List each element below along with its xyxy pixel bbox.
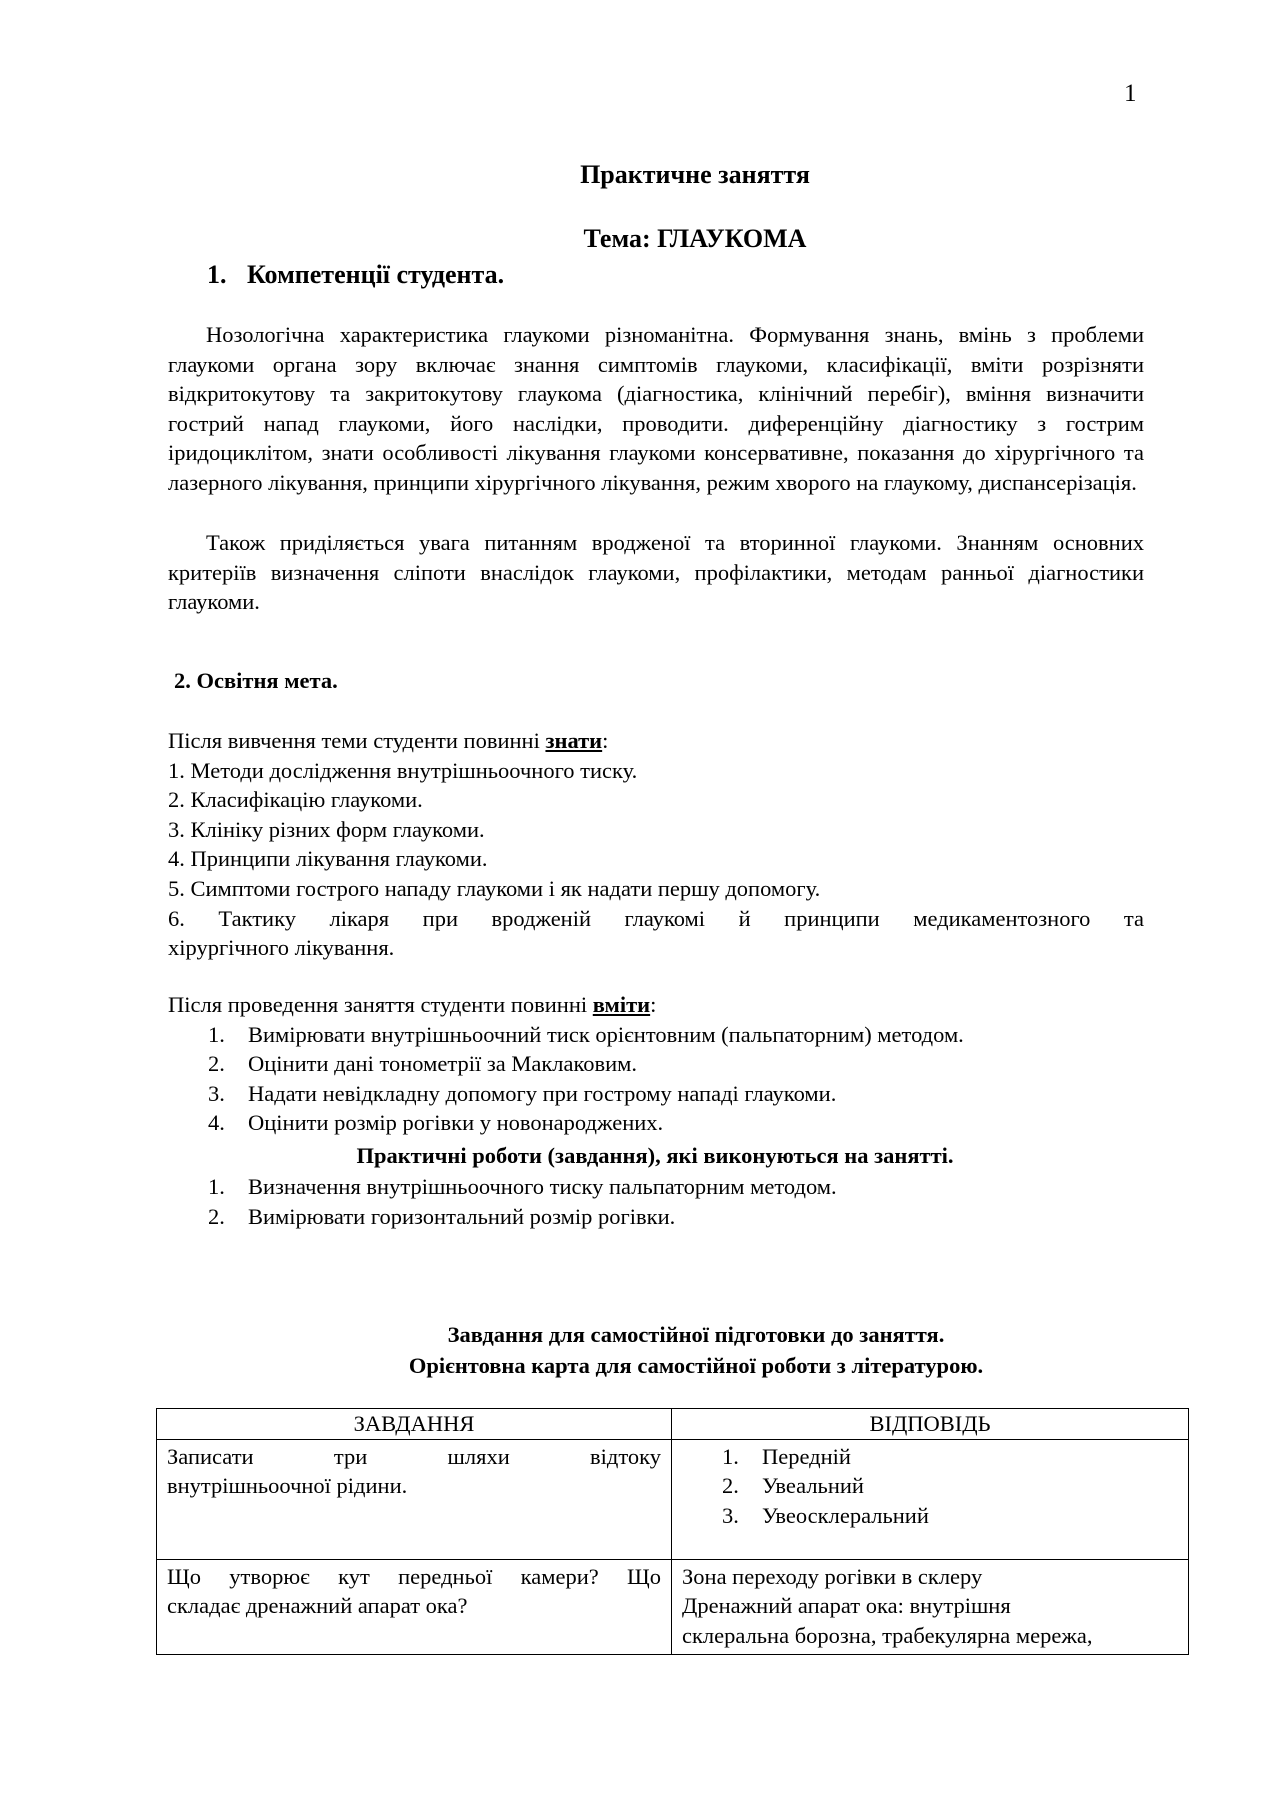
- section1-heading: [207, 260, 504, 290]
- list-item: [168, 1202, 1144, 1232]
- answer-line: Дренажний апарат ока: внутрішня: [682, 1593, 1011, 1619]
- item-text: Передній: [762, 1443, 851, 1469]
- practical-block: [168, 1172, 1144, 1231]
- column-header-task: ЗАВДАННЯ: [157, 1409, 672, 1440]
- list-item: [168, 1108, 1144, 1138]
- intro-paragraph-1: Нозологічна характеристика глаукоми різноманітна. Формування знань, вмінь з проблеми глаукоми органа зору включає знання симптомів глаукоми, класифікації, вміти розрізняти відкритокутову та закритокутову глаукома (діагностика, клінічний перебіг), вміння визначити гострий напад глаукоми, його наслідки, проводити. диференційну діагностику з гострим іридоциклітом, знати особливості лікування глаукоми консервативне, показання до хірургічного та лазерного лікування, принципи хірургічного лікування, режим хворого на глаукому, диспансерізація.: [168, 322, 1144, 495]
- task-line: складає дренажний апарат ока?: [167, 1593, 468, 1619]
- item-text: Визначення внутрішньоочного тиску пальпаторним методом.: [248, 1174, 837, 1199]
- self-study-table: [156, 1408, 1189, 1655]
- task-cell: [157, 1439, 672, 1559]
- know-keyword: знати: [545, 728, 603, 753]
- answer-cell: [672, 1559, 1189, 1655]
- task-line: Записати три шляхи відтоку: [167, 1443, 661, 1469]
- item-text: Вимірювати горизонтальний розмір рогівки.: [248, 1203, 676, 1229]
- item-number: 1.: [208, 1021, 225, 1047]
- topic-title: Тема: ГЛАУКОМА: [583, 224, 807, 253]
- page-title: Практичне заняття: [580, 160, 810, 189]
- know-item: 4. Принципи лікування глаукоми.: [168, 846, 488, 872]
- answer-line: склеральна борозна, трабекулярна мережа,: [682, 1622, 1093, 1648]
- item-number: 3.: [722, 1502, 739, 1528]
- list-item: [168, 1049, 1144, 1079]
- know-item: 5. Симптоми гострого нападу глаукоми і як надати першу допомогу.: [168, 875, 821, 901]
- answer-cell: [672, 1439, 1189, 1559]
- item-text: Надати невідкладну допомогу при гострому нападі глаукоми.: [248, 1080, 837, 1106]
- skills-intro-text: Після проведення заняття студенти повинні: [168, 992, 593, 1017]
- self-study-heading: Завдання для самостійної підготовки до заняття.: [447, 1322, 945, 1347]
- column-header-answer: ВІДПОВІДЬ: [672, 1409, 1189, 1440]
- practical-heading: Практичні роботи (завдання), які виконуються на занятті.: [356, 1143, 954, 1168]
- list-item: [682, 1442, 1178, 1472]
- item-text: Оцінити розмір рогівки у новонароджених.: [248, 1110, 664, 1136]
- know-item: 6. Тактику лікаря при вродженій глаукомі й принципи медикаментозного та: [168, 905, 1144, 931]
- item-number: 2.: [722, 1473, 739, 1499]
- task-line: внутрішньоочної рідини.: [167, 1473, 408, 1499]
- list-item: [168, 1020, 1144, 1050]
- list-item: [682, 1471, 1178, 1501]
- list-item: [168, 1172, 1144, 1202]
- item-number: 3.: [208, 1080, 225, 1106]
- know-item: 1. Методи дослідження внутрішньоочного тиску.: [168, 757, 638, 783]
- section2-heading: 2. Освітня мета.: [174, 668, 338, 693]
- list-item: [168, 1079, 1144, 1109]
- task-cell: [157, 1559, 672, 1655]
- answer-list: [682, 1442, 1178, 1531]
- item-text: Оцінити дані тонометрії за Маклаковим.: [248, 1051, 638, 1077]
- knowledge-block: [168, 726, 1144, 963]
- skills-keyword: вміти: [592, 992, 651, 1017]
- item-number: 2.: [208, 1203, 225, 1229]
- know-item: хірургічного лікування.: [168, 935, 395, 961]
- self-study-subheading: Орієнтовна карта для самостійної роботи з літературою.: [408, 1353, 984, 1378]
- know-intro-text: Після вивчення теми студенти повинні: [168, 728, 546, 753]
- item-number: 2.: [208, 1051, 225, 1077]
- table-row: [157, 1439, 1189, 1559]
- section1-title: Компетенції студента.: [247, 260, 505, 289]
- item-number: 1.: [722, 1443, 739, 1469]
- section1-number: 1.: [207, 260, 227, 289]
- table-header-row: [157, 1409, 1189, 1440]
- skills-list: [168, 1020, 1144, 1138]
- page-number: 1: [1124, 80, 1137, 107]
- list-item: [682, 1501, 1178, 1531]
- answer-line: Зона переходу рогівки в склеру: [682, 1563, 983, 1589]
- item-text: Увеальний: [762, 1473, 864, 1499]
- table-row: [157, 1559, 1189, 1655]
- item-text: Увеосклеральний: [762, 1502, 929, 1528]
- task-line: Що утворює кут передньої камери? Що: [167, 1563, 661, 1589]
- skills-block: [168, 990, 1144, 1138]
- know-intro-line: Після вивчення теми студенти повинні знати:: [168, 728, 609, 753]
- item-number: 4.: [208, 1110, 225, 1136]
- item-number: 1.: [208, 1174, 225, 1199]
- skills-intro-line: Після проведення заняття студенти повинні вміти:: [168, 992, 657, 1017]
- item-text: Вимірювати внутрішньоочний тиск орієнтовним (пальпаторним) методом.: [248, 1021, 964, 1047]
- intro-paragraph-2: Також приділяється увага питанням вродженої та вторинної глаукоми. Знанням основних критеріїв визначення сліпоти внаслідок глаукоми, профілактики, методам ранньої діагностики глаукоми.: [168, 530, 1144, 615]
- practical-list: [168, 1172, 1144, 1231]
- know-item: 3. Клініку різних форм глаукоми.: [168, 816, 485, 842]
- know-item: 2. Класифікацію глаукоми.: [168, 787, 423, 813]
